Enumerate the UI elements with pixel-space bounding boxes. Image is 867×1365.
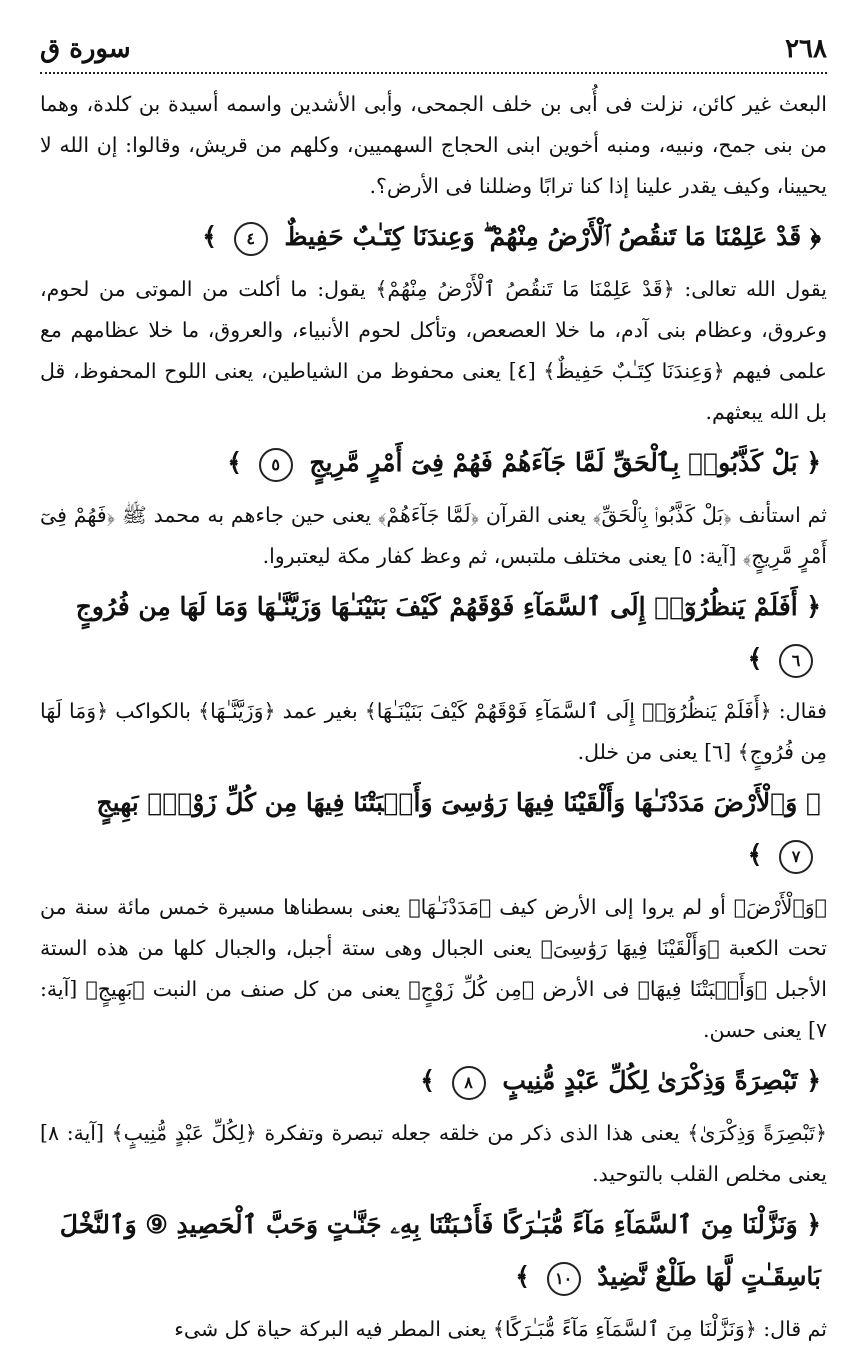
- verse-close-bracket: ﴾: [515, 1262, 530, 1291]
- commentary-paragraph: فقال: ﴿أَفَلَمْ يَنظُرُوٓا۟ إِلَى ٱلسَّمَآءِ فَوْقَهُمْ كَيْفَ بَنَيْنَـٰهَا﴾ بغير عمد ﴿وَزَيَّنَّـٰهَا﴾ بالكواكب ﴿وَمَا لَهَا مِن فُرُوجٍ﴾ [٦] يعنى من خلل.: [40, 699, 827, 764]
- verse-number-marker: ٧: [779, 840, 813, 874]
- quran-verse: [40, 211, 827, 263]
- page-content: [40, 84, 827, 1350]
- commentary-paragraph: يقول الله تعالى: ﴿قَدْ عَلِمْنَا مَا تَنقُصُ ٱلْأَرْضُ مِنْهُمْ﴾ يقول: ما أكلت من الموتى من لحوم، وعروق، وعظام بنى آدم، ما خلا العصعص، وتأكل لحوم الأنبياء، والعروق، ما خلا عظامهم مع علمى فيهم ﴿وَعِندَنَا كِتَـٰبٌ حَفِيظٌ﴾ [٤] يعنى محفوظ من الشياطين، يعنى اللوح المحفوظ، قل بل الله يبعثهم.: [40, 277, 828, 424]
- verse-close-bracket: ﴾: [420, 1066, 435, 1095]
- page: [40, 30, 827, 1345]
- commentary-paragraph: البعث غير كائن، نزلت فى أُبى بن خلف الجمحى، وأبى الأشدين واسمه أسيدة بن كلدة، وهما من بنى جمح، ونبيه، ومنبه أخوين ابنى الحجاج السهميين، وكلهم من قريش، وقالوا: إن الله لا يحيينا، وكيف يقدر علينا إذا كنا ترابًا وضللنا فى الأرض؟.: [40, 92, 827, 198]
- quran-verse: [40, 777, 827, 881]
- verse-number-marker: ٥: [259, 448, 293, 482]
- verse-text: ﴿ أَفَلَمْ يَنظُرُوٓا۟ إِلَى ٱلسَّمَآءِ فَوْقَهُمْ كَيْفَ بَنَيْنَـٰهَا وَزَيَّنَّـٰهَا وَمَا لَهَا مِن فُرُوجٍ: [75, 592, 821, 621]
- verse-number-marker: ٦: [779, 644, 813, 678]
- quran-verse: [40, 1199, 827, 1303]
- verse-text: ﴿ بَلْ كَذَّبُوا۟ بِٱلْحَقِّ لَمَّا جَآءَهُمْ فَهُمْ فِىٓ أَمْرٍ مَّرِيجٍ: [309, 448, 821, 477]
- verse-number-marker: ٤: [234, 222, 268, 256]
- verse-text: ﴿ قَدْ عَلِمْنَا مَا تَنقُصُ ٱلْأَرْضُ مِنْهُمْ ۖ وَعِندَنَا كِتَـٰبٌ حَفِيظٌ: [284, 222, 821, 251]
- commentary-paragraph: ﴿تَبْصِرَةً وَذِكْرَىٰ﴾ يعنى هذا الذى ذكر من خلقه جعله تبصرة وتفكرة ﴿لِكُلِّ عَبْدٍ مُّنِيبٍ﴾ [آية: ٨] يعنى مخلص القلب بالتوحيد.: [40, 1121, 827, 1186]
- verse-close-bracket: ﴾: [747, 840, 763, 869]
- verse-text: ﴿ تَبْصِرَةً وَذِكْرَىٰ لِكُلِّ عَبْدٍ مُّنِيبٍ: [502, 1066, 821, 1095]
- verse-text: ﴿ وَٱلْأَرْضَ مَدَدْنَـٰهَا وَأَلْقَيْنَا فِيهَا رَوَٰسِىَ وَأَنۢبَتْنَا فِيهَا مِن كُلِّ زَوْجٍۭ بَهِيجٍ: [96, 788, 821, 817]
- verse-close-bracket: ﴾: [202, 222, 217, 251]
- verse-close-bracket: ﴾: [227, 448, 242, 477]
- quran-verse: [40, 1055, 827, 1107]
- verse-text: ﴿ وَنَزَّلْنَا مِنَ ٱلسَّمَآءِ مَآءً مُّبَـٰرَكًا فَأَنۢبَتْنَا بِهِۦ جَنَّـٰتٍ وَحَبَّ ٱلْحَصِيدِ ⑨ وَٱلنَّخْلَ بَاسِقَـٰتٍ لَّهَا طَلْعٌ نَّضِيدٌ: [59, 1210, 821, 1291]
- verse-number-marker: ٨: [452, 1066, 486, 1100]
- quran-verse: [40, 581, 827, 685]
- commentary-paragraph: ثم استأنف ﴿بَلْ كَذَّبُوا۟ بِٱلْحَقِّ﴾ يعنى القرآن ﴿لَمَّا جَآءَهُمْ﴾ يعنى حين جاءهم به محمد ﷺ ﴿فَهُمْ فِىٓ أَمْرٍ مَّرِيجٍ﴾ [آية: ٥] يعنى مختلف ملتبس، ثم وعظ كفار مكة ليعتبروا.: [40, 503, 827, 568]
- commentary-paragraph: ثم قال: ﴿وَنَزَّلْنَا مِنَ ٱلسَّمَآءِ مَآءً مُّبَـٰرَكًا﴾ يعنى المطر فيه البركة حياة كل شىء: [174, 1317, 827, 1341]
- verse-number-marker: ١٠: [547, 1262, 581, 1296]
- surah-title: سورة ق: [40, 34, 131, 64]
- page-number: ٢٦٨: [785, 34, 827, 64]
- quran-verse: [40, 437, 827, 489]
- verse-close-bracket: ﴾: [747, 644, 763, 673]
- page-header: [40, 30, 827, 74]
- commentary-paragraph: ﴿وَٱلْأَرْضَ﴾ أو لم يروا إلى الأرض كيف ﴿مَدَدْنَـٰهَا﴾ يعنى بسطناها مسيرة خمس مائة سنة من تحت الكعبة ﴿وَأَلْقَيْنَا فِيهَا رَوَٰسِىَ﴾ يعنى الجبال وهى ستة أجبل، والجبال كلها من هذه الستة الأجبل ﴿وَأَنۢبَتْنَا فِيهَا﴾ فى الأرض ﴿مِن كُلِّ زَوْجٍ﴾ يعنى من كل صنف من النبت ﴿بَهِيجٍ﴾ [آية: ٧] يعنى حسن.: [40, 895, 827, 1042]
